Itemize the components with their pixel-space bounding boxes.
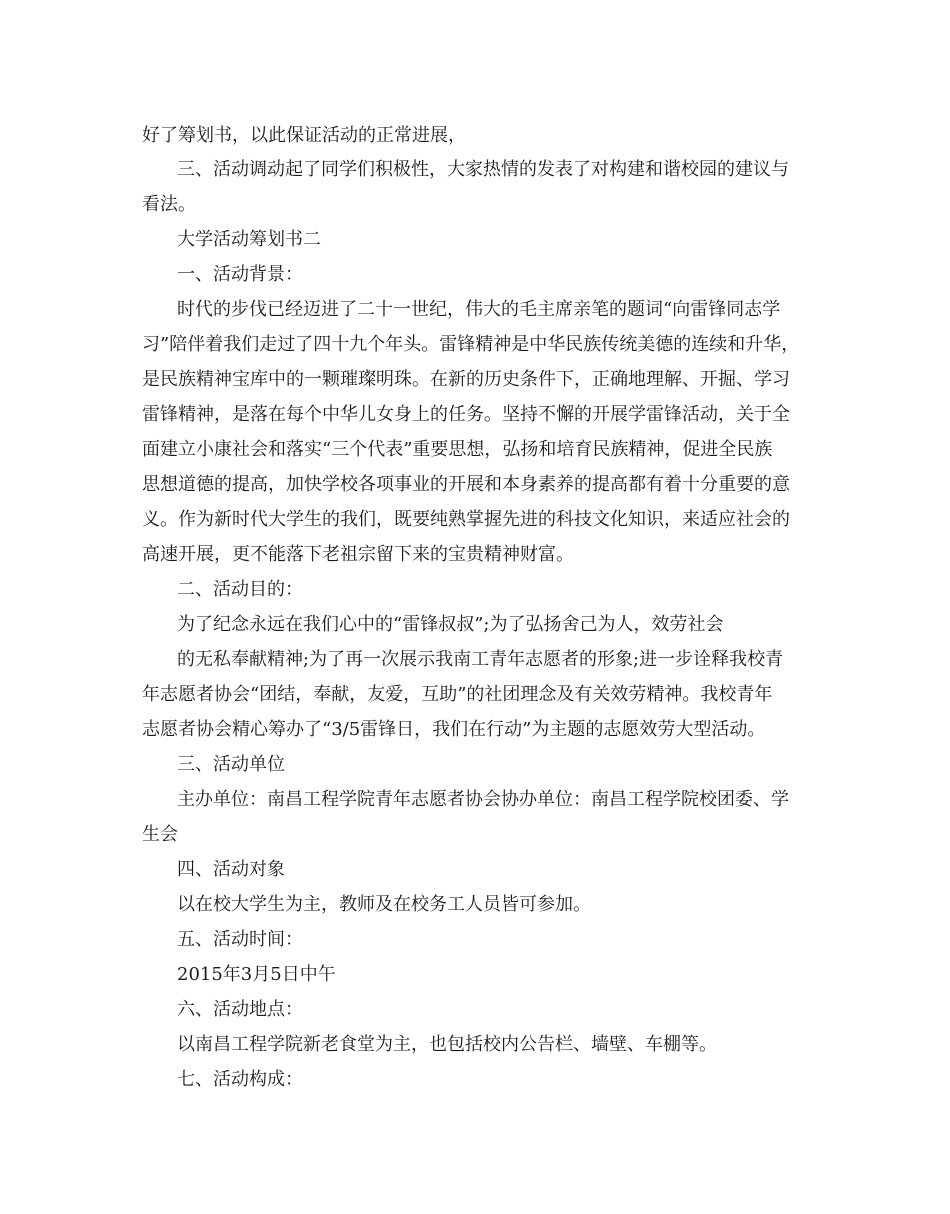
- text-line-7: 习”陪伴着我们走过了四十九个年头。雷锋精神是中华民族传统美德的连续和升华，: [142, 334, 800, 355]
- text-line-24: 五、活动时间：: [177, 929, 303, 950]
- text-line-19: 三、活动单位: [177, 754, 285, 775]
- text-line-16: 的无私奉献精神;为了再一次展示我南工青年志愿者的形象;进一步诠释我校青: [177, 649, 784, 670]
- text-line-20: 主办单位：南昌工程学院青年志愿者协会协办单位：南昌工程学院校团委、学: [177, 789, 789, 810]
- text-line-14: 二、活动目的：: [177, 579, 303, 600]
- text-line-6: 时代的步伐已经迈进了二十一世纪，伟大的毛主席亲笔的题词“向雷锋同志学: [177, 299, 781, 320]
- text-line-25: 2015年3月5日中午: [177, 964, 336, 985]
- text-line-17: 年志愿者协会“团结，奉献，友爱，互助”的社团理念及有关效劳精神。我校青年: [142, 684, 773, 705]
- text-line-27: 以南昌工程学院新老食堂为主，也包括校内公告栏、墙壁、车棚等。: [177, 1034, 717, 1055]
- text-line-9: 雷锋精神，是落在每个中华儿女身上的任务。坚持不懈的开展学雷锋活动，关于全: [142, 404, 790, 425]
- text-line-22: 四、活动对象: [177, 859, 285, 880]
- text-line-23: 以在校大学生为主，教师及在校务工人员皆可参加。: [177, 894, 591, 915]
- text-line-10: 面建立小康社会和落实“三个代表”重要思想，弘扬和培育民族精神，促进全民族: [142, 439, 773, 460]
- text-line-8: 是民族精神宝库中的一颗璀璨明珠。在新的历史条件下，正确地理解、开掘、学习: [142, 369, 790, 390]
- text-line-12: 义。作为新时代大学生的我们，既要纯熟掌握先进的科技文化知识，来适应社会的: [142, 509, 790, 530]
- text-line-5: 一、活动背景：: [177, 264, 303, 285]
- text-line-13: 高速开展，更不能落下老祖宗留下来的宝贵精神财富。: [142, 544, 574, 565]
- text-line-3: 看法。: [142, 194, 196, 215]
- text-line-2: 三、活动调动起了同学们积极性，大家热情的发表了对构建和谐校园的建议与: [177, 159, 789, 180]
- text-line-26: 六、活动地点：: [177, 999, 303, 1020]
- text-line-4: 大学活动筹划书二: [177, 229, 321, 250]
- text-line-18: 志愿者协会精心筹办了“3/5雷锋日，我们在行动”为主题的志愿效劳大型活动。: [142, 719, 766, 740]
- text-line-1: 好了筹划书，以此保证活动的正常进展，: [142, 125, 466, 146]
- text-line-28: 七、活动构成：: [177, 1069, 303, 1090]
- text-line-21: 生会: [142, 824, 178, 845]
- text-line-11: 思想道德的提高，加快学校各项事业的开展和本身素养的提高都有着十分重要的意: [142, 474, 790, 495]
- text-line-15: 为了纪念永远在我们心中的“雷锋叔叔”;为了弘扬舍己为人，效劳社会: [177, 614, 724, 635]
